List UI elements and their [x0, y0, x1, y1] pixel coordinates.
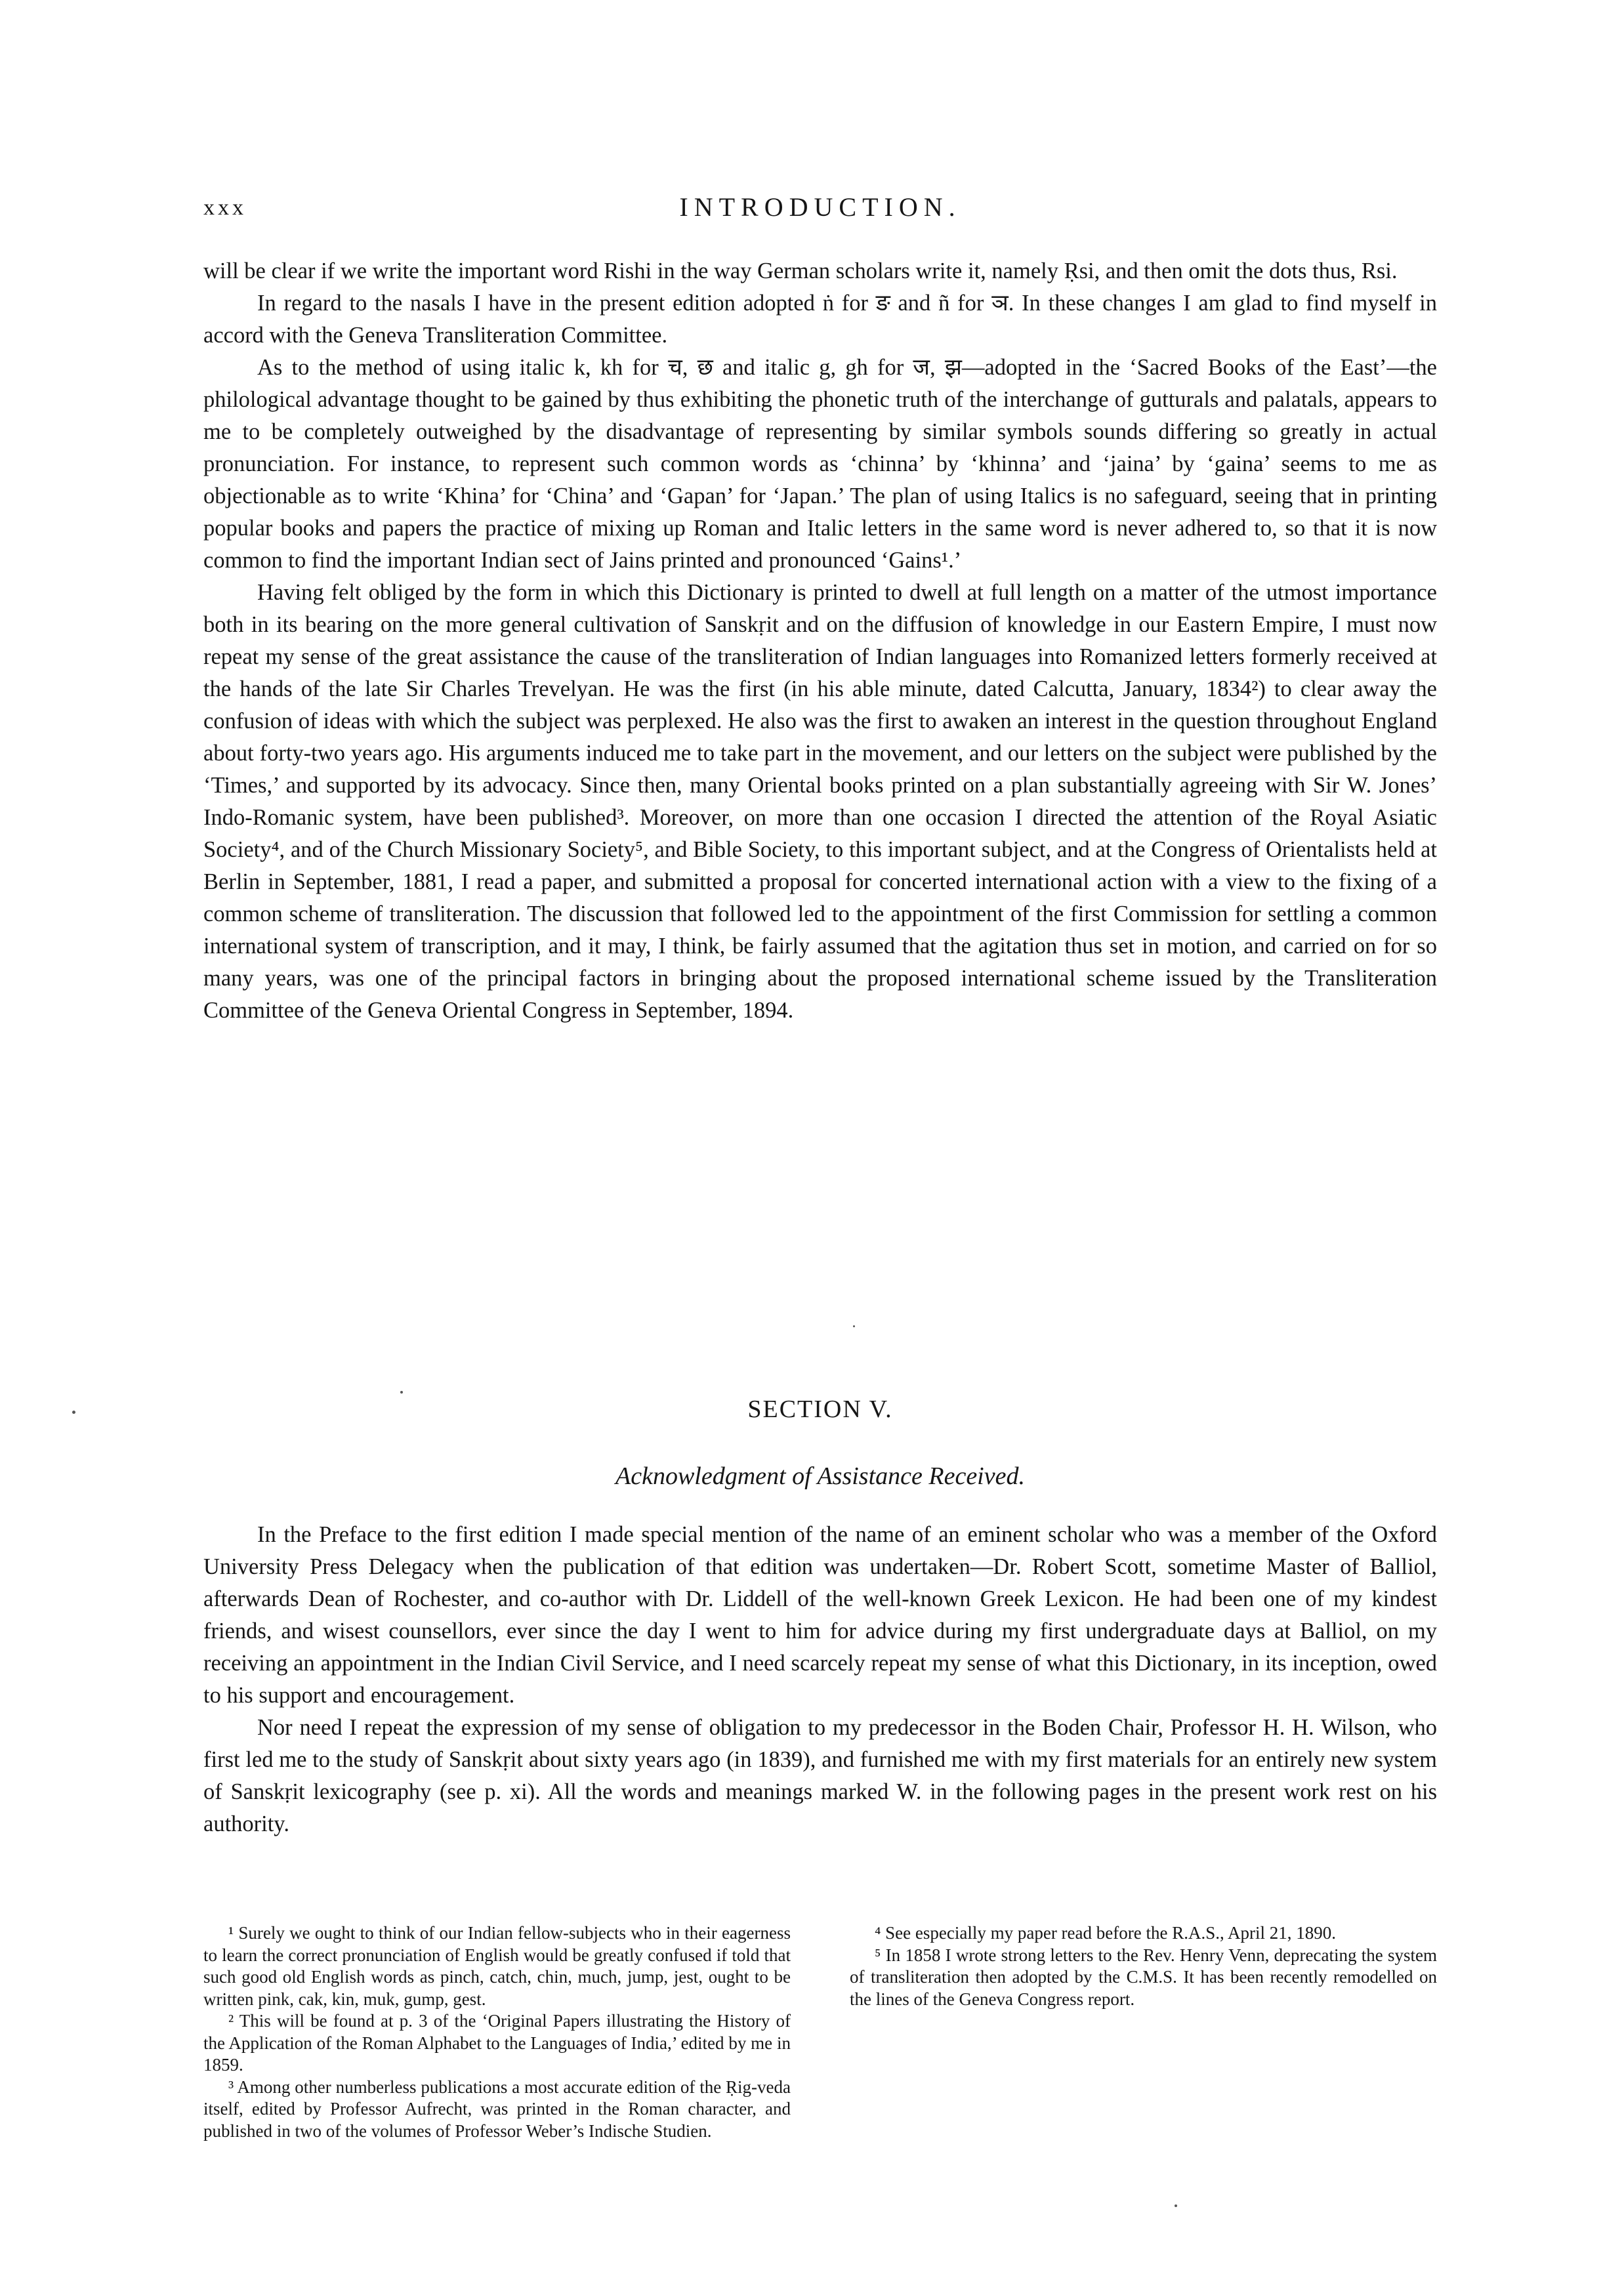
footnote-1: ¹ Surely we ought to think of our Indian fellow-subjects who in their eagerness to learn the correct pronunciation of English would be greatly confused if told that such good old English words as pinch, catch, chin, much, jump, jest, ought to be written pink, cak, kin, muk, gump, gest. — [203, 1923, 791, 2009]
footnote-4: ⁴ See especially my paper read before the R.A.S., April 21, 1890. — [875, 1923, 1336, 1943]
print-speck — [853, 1325, 855, 1327]
paragraph-nasals: In regard to the nasals I have in the present edition adopted ṅ for ङ and ñ for ञ. In these changes I am glad to find myself in accord with the Geneva Transliteration Committee. — [203, 291, 1437, 348]
footnotes-right-column — [850, 1922, 1437, 2010]
running-title: INTRODUCTION. — [679, 192, 961, 222]
footnote-3: ³ Among other numberless publications a most accurate edition of the Ṛig-veda itself, edited by Professor Aufrecht, was printed in the Roman character, and published in two of the volumes of Professor Weber’s Indische Studien. — [203, 2077, 791, 2141]
document-page — [203, 0, 1437, 2295]
footnotes-left-column — [203, 1922, 791, 2142]
page-number: xxx — [203, 196, 247, 220]
print-speck — [72, 1411, 75, 1414]
acknowledgment-text — [203, 1519, 1437, 1840]
running-header — [203, 192, 1437, 224]
paragraph-trevelyan: Having felt obliged by the form in which this Dictionary is printed to dwell at full length on a matter of the utmost importance both in its bearing on the more general cultivation of Sanskṛit and on the diffusion of knowledge in our Eastern Empire, I must now repeat my sense of the great assistance the cause of the transliteration of Indian languages into Romanized letters formerly received at the hands of the late Sir Charles Trevelyan. He was the first (in his able minute, dated Calcutta, January, 1834²) to clear away the confusion of ideas with which the subject was perplexed. He also was the first to awaken an interest in the question throughout England about forty-two years ago. His arguments induced me to take part in the movement, and our letters on the subject were published by the ‘Times,’ and supported by its advocacy. Since then, many Oriental books printed on a plan substantially agreeing with Sir W. Jones’ Indo-Romanic system, have been published³. Moreover, on more than one occasion I directed the attention of the Royal Asiatic Society⁴, and of the Church Missionary Society⁵, and Bible Society, to this important subject, and at the Congress of Orientalists held at Berlin in September, 1881, I read a paper, and submitted a proposal for concerted international action with a view to the fixing of a common scheme of transliteration. The discussion that followed led to the appointment of the first Commission for settling a common international system of transcription, and it may, I think, be fairly assumed that the agitation thus set in motion, and carried on for so many years, was one of the principal factors in bringing about the proposed international scheme issued by the Transliteration Committee of the Geneva Oriental Congress in September, 1894. — [203, 580, 1437, 1023]
footnote-5: ⁵ In 1858 I wrote strong letters to the Rev. Henry Venn, deprecating the system of transliteration then adopted by the C.M.S. It has been recently remodelled on the lines of the Geneva Congress report. — [850, 1945, 1437, 2009]
print-speck — [400, 1391, 403, 1394]
section-heading: SECTION V. — [747, 1396, 893, 1423]
section-subheading: Acknowledgment of Assistance Received. — [615, 1462, 1025, 1490]
footnote-2: ² This will be found at p. 3 of the ‘Original Papers illustrating the History of the Application of the Roman Alphabet to the Languages of India,’ edited by me in 1859. — [203, 2011, 791, 2075]
paragraph-italic-method: As to the method of using italic k, kh for च, छ and italic g, gh for ज, झ—adopted in the ‘Sacred Books of the East’—the philological advantage thought to be gained by thus exhibiting the phonetic truth of the interchange of gutturals and palatals, appears to me to be completely outweighed by the disadvantage of representing by similar symbols sounds differing so greatly in actual pronunciation. For instance, to represent such common words as ‘chinna’ by ‘khinna’ and ‘jaina’ by ‘gaina’ seems to me as objectionable as to write ‘Khina’ for ‘China’ and ‘Gapan’ for ‘Japan.’ The plan of using Italics is no safeguard, seeing that in printing popular books and papers the practice of mixing up Roman and Italic letters in the same word is never adhered to, so that it is now common to find the important Indian sect of Jains printed and pronounced ‘Gains¹.’ — [203, 355, 1437, 573]
paragraph-wilson: Nor need I repeat the expression of my sense of obligation to my predecessor in the Boden Chair, Professor H. H. Wilson, who first led me to the study of Sanskṛit about sixty years ago (in 1839), and furnished me with my first materials for an entirely new system of Sanskṛit lexicography (see p. xi). All the words and meanings marked W. in the following pages in the present work rest on his authority. — [203, 1715, 1437, 1836]
paragraph-rishi: will be clear if we write the important word Rishi in the way German scholars write it, namely Ṛsi, and then omit the dots thus, Rsi. — [203, 258, 1398, 283]
paragraph-robert-scott: In the Preface to the first edition I made special mention of the name of an eminent scholar who was a member of the Oxford University Press Delegacy when the publication of that edition was undertaken—Dr. Robert Scott, sometime Master of Balliol, afterwards Dean of Rochester, and co-author with Dr. Liddell of the well-known Greek Lexicon. He had been one of my kindest friends, and wisest counsellors, ever since the day I went to him for advice during my first undergraduate days at Balliol, on my receiving an appointment in the Indian Civil Service, and I need scarcely repeat my sense of what this Dictionary, in its inception, owed to his support and encouragement. — [203, 1522, 1437, 1708]
print-speck — [1175, 2204, 1177, 2207]
transliteration-text — [203, 255, 1437, 1027]
